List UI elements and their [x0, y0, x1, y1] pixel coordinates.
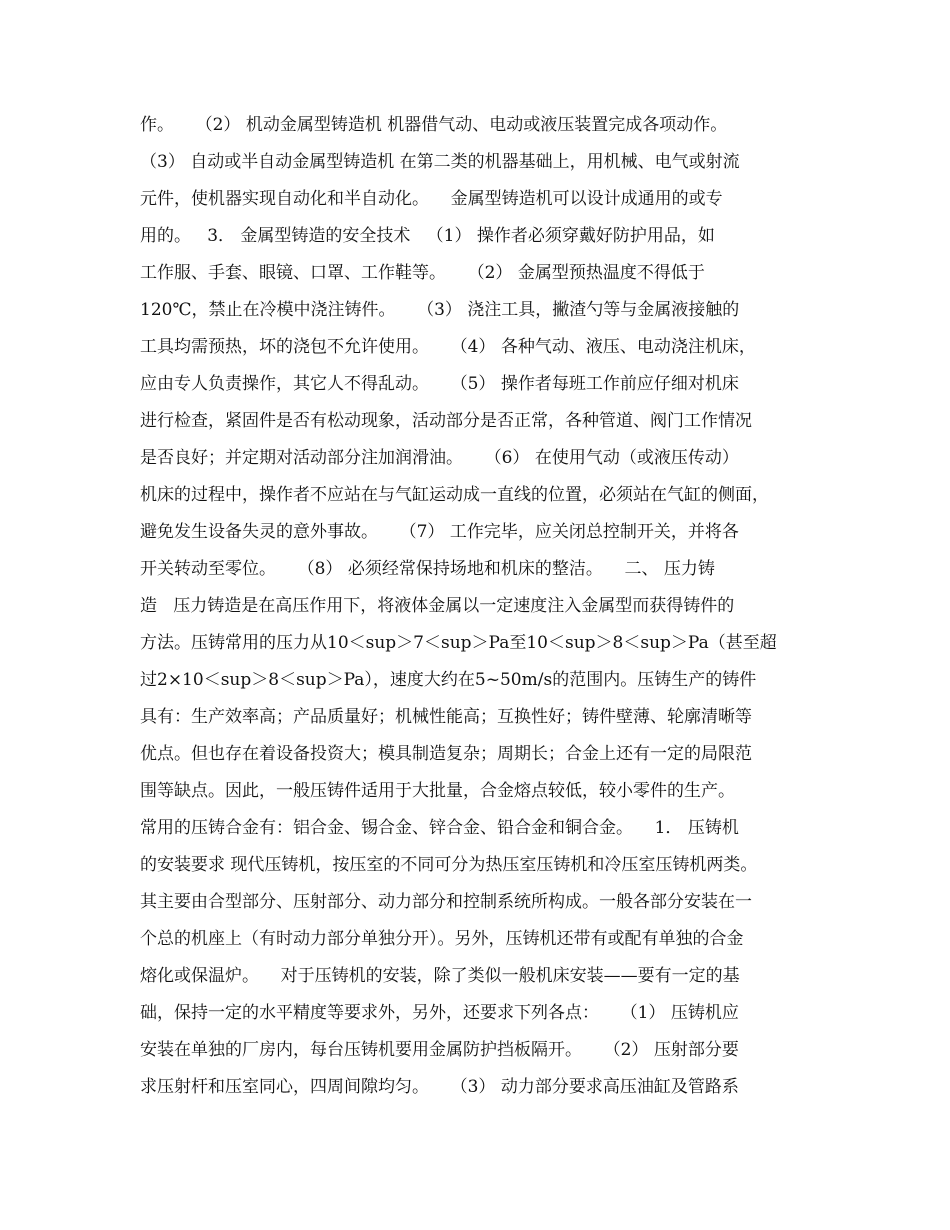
text-line: 开关转动至零位。 （8） 必须经常保持场地和机床的整洁。 二、 压力铸: [140, 559, 715, 579]
text-line: 熔化或保温炉。 对于压铸机的安装，除了类似一般机床安装——要有一定的基: [140, 966, 740, 986]
text-line: 础，保持一定的水平精度等要求外，另外，还要求下列各点： （1） 压铸机应: [140, 1003, 739, 1023]
text-line: 围等缺点。因此，一般压铸件适用于大批量，合金熔点较低，较小零件的生产。: [140, 781, 735, 801]
text-line: 作。 （2） 机动金属型铸造机 机器借气动、电动或液压装置完成各项动作。: [140, 115, 728, 135]
text-line: 其主要由合型部分、压射部分、动力部分和控制系统所构成。一般各部分安装在一: [140, 892, 752, 912]
text-line: 安装在单独的厂房内，每台压铸机要用金属防护挡板隔开。 （2） 压射部分要: [140, 1040, 739, 1060]
text-line: 优点。但也存在着设备投资大；模具制造复杂；周期长；合金上还有一定的局限范: [140, 744, 752, 764]
text-line: 进行检查，紧固件是否有松动现象，活动部分是否正常，各种管道、阀门工作情况: [140, 411, 752, 431]
text-line: 造 压力铸造是在高压作用下，将液体金属以一定速度注入金属型而获得铸件的: [140, 596, 735, 616]
text-line: 工具均需预热，坏的浇包不允许使用。 （4） 各种气动、液压、电动浇注机床，: [140, 337, 756, 357]
text-line: 是否良好；并定期对活动部分注加润滑油。 （6） 在使用气动（或液压传动）: [140, 448, 739, 468]
text-line: 求压射杆和压室同心，四周间隙均匀。 （3） 动力部分要求高压油缸及管路系: [140, 1077, 739, 1097]
text-line: 120℃，禁止在冷模中浇注铸件。 （3） 浇注工具，撇渣勺等与金属液接触的: [140, 300, 740, 320]
text-line: 的安装要求 现代压铸机，按压室的不同可分为热压室压铸机和冷压室压铸机两类。: [140, 855, 758, 875]
text-line: 元件，使机器实现自动化和半自动化。 金属型铸造机可以设计成通用的或专: [140, 189, 723, 209]
text-line: 应由专人负责操作，其它人不得乱动。 （5） 操作者每班工作前应仔细对机床: [140, 374, 739, 394]
text-line: 机床的过程中，操作者不应站在与气缸运动成一直线的位置，必须站在气缸的侧面，: [140, 485, 769, 505]
text-line: 避免发生设备失灵的意外事故。 （7） 工作完毕，应关闭总控制开关，并将各: [140, 522, 739, 542]
text-line: 用的。 3． 金属型铸造的安全技术 （1） 操作者必须穿戴好防护用品，如: [140, 226, 715, 246]
text-line: 常用的压铸合金有：铝合金、锡合金、锌合金、铅合金和铜合金。 1． 压铸机: [140, 818, 739, 838]
text-line: 工作服、手套、眼镜、口罩、工作鞋等。 （2） 金属型预热温度不得低于: [140, 263, 705, 283]
text-line: 具有：生产效率高；产品质量好；机械性能高；互换性好；铸件壁薄、轮廓清晰等: [140, 707, 752, 727]
text-line: 方法。压铸常用的压力从10＜sup＞7＜sup＞Pa至10＜sup＞8＜sup＞Pa（甚至超: [140, 633, 777, 653]
text-line: 个总的机座上（有时动力部分单独分开）。另外，压铸机还带有或配有单独的合金: [140, 929, 744, 949]
text-line: （3） 自动或半自动金属型铸造机 在第二类的机器基础上，用机械、电气或射流: [140, 152, 740, 172]
text-line: 过2×10＜sup＞8＜sup＞Pa），速度大约在5~50m/s的范围内。压铸生产的铸件: [140, 670, 757, 690]
